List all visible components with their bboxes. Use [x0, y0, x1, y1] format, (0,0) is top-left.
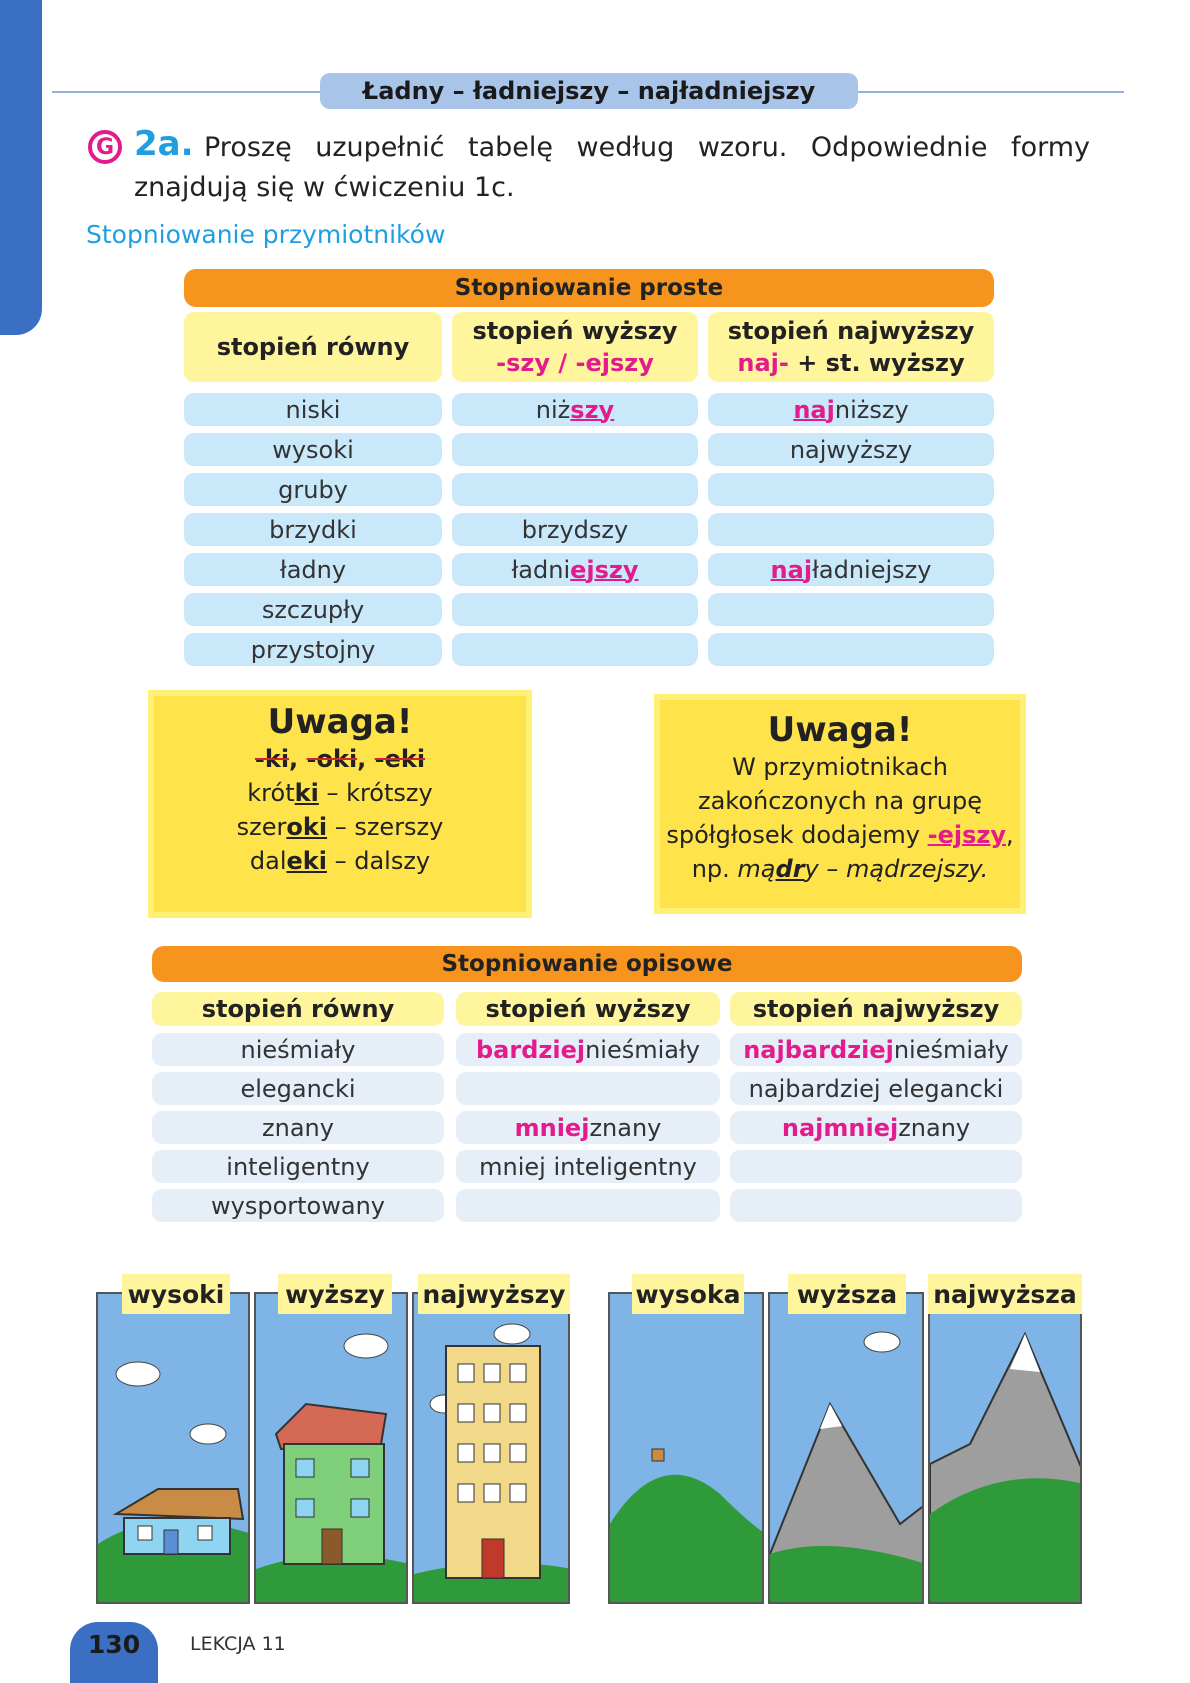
- descriptive-row-comparative: [456, 1033, 720, 1066]
- note-text: ,: [1006, 821, 1014, 849]
- simple-row-base: niski: [184, 393, 442, 426]
- descriptive-row-comparative-blank[interactable]: [456, 1189, 720, 1222]
- superlative-stem: ładniejszy: [812, 555, 932, 584]
- superlative-word: nieśmiały: [893, 1035, 1009, 1064]
- comparative-stem: niż: [535, 395, 571, 424]
- descriptive-col-positive: stopień równy: [152, 992, 444, 1026]
- note-left-title: Uwaga!: [267, 702, 413, 742]
- superlative-prefix: naj: [770, 555, 813, 584]
- simple-row-comparative-blank[interactable]: [452, 633, 698, 666]
- simple-row-base: przystojny: [184, 633, 442, 666]
- small-house-illustration: [98, 1294, 250, 1604]
- simple-row-superlative-blank[interactable]: [708, 473, 994, 506]
- comparative-adverb: bardziej: [475, 1035, 586, 1064]
- section-subheading: Stopniowanie przymiotników: [86, 220, 446, 249]
- simple-row-comparative-blank[interactable]: [452, 433, 698, 466]
- descriptive-row-superlative: najbardziej elegancki: [730, 1072, 1022, 1105]
- tall-building-illustration: [414, 1294, 570, 1604]
- simple-col-superlative-rule: [737, 347, 964, 379]
- simple-row-comparative: [452, 393, 698, 426]
- descriptive-row-base: wysportowany: [152, 1189, 444, 1222]
- picture-panel: [608, 1292, 764, 1604]
- picture-panel: [254, 1292, 408, 1604]
- note-box-right: [654, 694, 1026, 914]
- mountain-illustration: [770, 1294, 924, 1604]
- simple-row-comparative: [452, 553, 698, 586]
- note-right-line: [654, 818, 1026, 852]
- example-pre: krót: [247, 779, 295, 807]
- simple-col-superlative-label: stopień najwyższy: [727, 317, 975, 345]
- simple-row-superlative: [708, 393, 994, 426]
- ending-sep: ,: [289, 745, 307, 773]
- example-post: – szerszy: [327, 813, 444, 841]
- descriptive-row-comparative: [456, 1111, 720, 1144]
- ending-strike: -ki: [254, 745, 290, 773]
- ending-strike: -oki: [306, 745, 358, 773]
- picture-panel: [96, 1292, 250, 1604]
- simple-col-comparative-suffixes: -szy / -ejszy: [496, 349, 654, 377]
- superlative-adverb: najbardziej: [743, 1035, 894, 1064]
- picture-label: wysoka: [632, 1274, 744, 1314]
- lesson-label: LEKCJA 11: [190, 1633, 286, 1655]
- descriptive-row-superlative: [730, 1033, 1022, 1066]
- simple-row-base: szczupły: [184, 593, 442, 626]
- simple-col-comparative: [452, 312, 698, 382]
- descriptive-row-superlative-blank[interactable]: [730, 1150, 1022, 1183]
- note-right-line: zakończonych na grupę: [697, 787, 983, 815]
- simple-row-superlative-blank[interactable]: [708, 633, 994, 666]
- note-text: spółgłosek dodajemy: [666, 821, 928, 849]
- note-right-line: W przymiotnikach: [732, 753, 948, 781]
- picture-label: wysoki: [122, 1274, 230, 1314]
- simple-col-comparative-label: stopień wyższy: [472, 317, 678, 345]
- tall-mountain-illustration: [930, 1294, 1082, 1604]
- simple-row-superlative-blank[interactable]: [708, 513, 994, 546]
- exercise-instruction: Proszę uzupełnić tabelę według wzoru. Odpowiednie formy: [204, 132, 1090, 163]
- picture-label: wyższy: [278, 1274, 392, 1314]
- descriptive-table-title: Stopniowanie opisowe: [152, 946, 1022, 982]
- example-post: – krótszy: [318, 779, 433, 807]
- note-example-cluster: dr: [775, 855, 805, 883]
- simple-col-superlative: [708, 312, 994, 382]
- picture-panel: [768, 1292, 924, 1604]
- superlative-stem: niższy: [834, 395, 909, 424]
- simple-row-superlative: najwyższy: [708, 433, 994, 466]
- superlative-rule-rest: + st. wyższy: [788, 349, 965, 377]
- comparative-adverb: mniej: [514, 1113, 590, 1142]
- simple-table-title: Stopniowanie proste: [184, 269, 994, 307]
- descriptive-row-comparative-blank[interactable]: [456, 1072, 720, 1105]
- descriptive-col-superlative: stopień najwyższy: [730, 992, 1022, 1026]
- superlative-adverb: najmniej: [781, 1113, 899, 1142]
- note-left-example: [148, 810, 532, 844]
- comparative-word: nieśmiały: [585, 1035, 701, 1064]
- simple-row-base: brzydki: [184, 513, 442, 546]
- example-pre: szer: [236, 813, 287, 841]
- simple-col-positive: [184, 312, 442, 382]
- descriptive-row-superlative-blank[interactable]: [730, 1189, 1022, 1222]
- picture-panel: [928, 1292, 1082, 1604]
- superlative-word: znany: [898, 1113, 971, 1142]
- descriptive-col-comparative: stopień wyższy: [456, 992, 720, 1026]
- taller-house-illustration: [256, 1294, 408, 1604]
- descriptive-row-comparative: mniej inteligentny: [456, 1150, 720, 1183]
- ending-strike: -eki: [374, 745, 426, 773]
- page-title: Ładny – ładniejszy – najładniejszy: [320, 73, 858, 109]
- simple-row-superlative: [708, 553, 994, 586]
- note-box-left: [148, 690, 532, 918]
- note-right-line: [654, 852, 1026, 886]
- simple-row-comparative-blank[interactable]: [452, 593, 698, 626]
- simple-col-positive-label: stopień równy: [216, 333, 410, 361]
- simple-row-comparative: brzydszy: [452, 513, 698, 546]
- example-ending: ki: [294, 779, 319, 807]
- descriptive-row-superlative: [730, 1111, 1022, 1144]
- descriptive-row-base: inteligentny: [152, 1150, 444, 1183]
- comparative-stem: ładni: [511, 555, 571, 584]
- note-text: np.: [691, 855, 738, 883]
- picture-label: wyższa: [788, 1274, 906, 1314]
- descriptive-row-base: elegancki: [152, 1072, 444, 1105]
- simple-row-base: gruby: [184, 473, 442, 506]
- simple-row-base: wysoki: [184, 433, 442, 466]
- exercise-number: 2a.: [134, 124, 194, 164]
- example-pre: dal: [249, 847, 287, 875]
- note-example: y – mądrzejszy.: [804, 855, 989, 883]
- naj-prefix: naj-: [737, 349, 789, 377]
- page-number: 130: [70, 1622, 158, 1683]
- simple-row-base: ładny: [184, 553, 442, 586]
- ending-sep: ,: [357, 745, 375, 773]
- note-left-example: [148, 844, 532, 878]
- note-left-endings: [148, 742, 532, 776]
- example-post: – dalszy: [326, 847, 431, 875]
- picture-label: najwyższy: [418, 1274, 570, 1314]
- grammar-badge-icon: G: [88, 130, 122, 164]
- picture-label: najwyższa: [928, 1274, 1082, 1314]
- example-ending: oki: [286, 813, 328, 841]
- page-edge-tab: [0, 0, 42, 335]
- note-example: mą: [737, 855, 776, 883]
- comparative-word: znany: [589, 1113, 662, 1142]
- example-ending: eki: [286, 847, 327, 875]
- descriptive-row-base: znany: [152, 1111, 444, 1144]
- note-suffix: -ejszy: [927, 821, 1006, 849]
- superlative-prefix: naj: [793, 395, 835, 424]
- note-left-example: [148, 776, 532, 810]
- picture-panel: [412, 1292, 570, 1604]
- note-right-title: Uwaga!: [767, 710, 913, 750]
- comparative-suffix: szy: [570, 395, 615, 424]
- hill-illustration: [610, 1294, 764, 1604]
- simple-row-comparative-blank[interactable]: [452, 473, 698, 506]
- comparative-suffix: ejszy: [570, 555, 639, 584]
- exercise-instruction-cont: znajdują się w ćwiczeniu 1c.: [134, 172, 515, 203]
- descriptive-row-base: nieśmiały: [152, 1033, 444, 1066]
- simple-row-superlative-blank[interactable]: [708, 593, 994, 626]
